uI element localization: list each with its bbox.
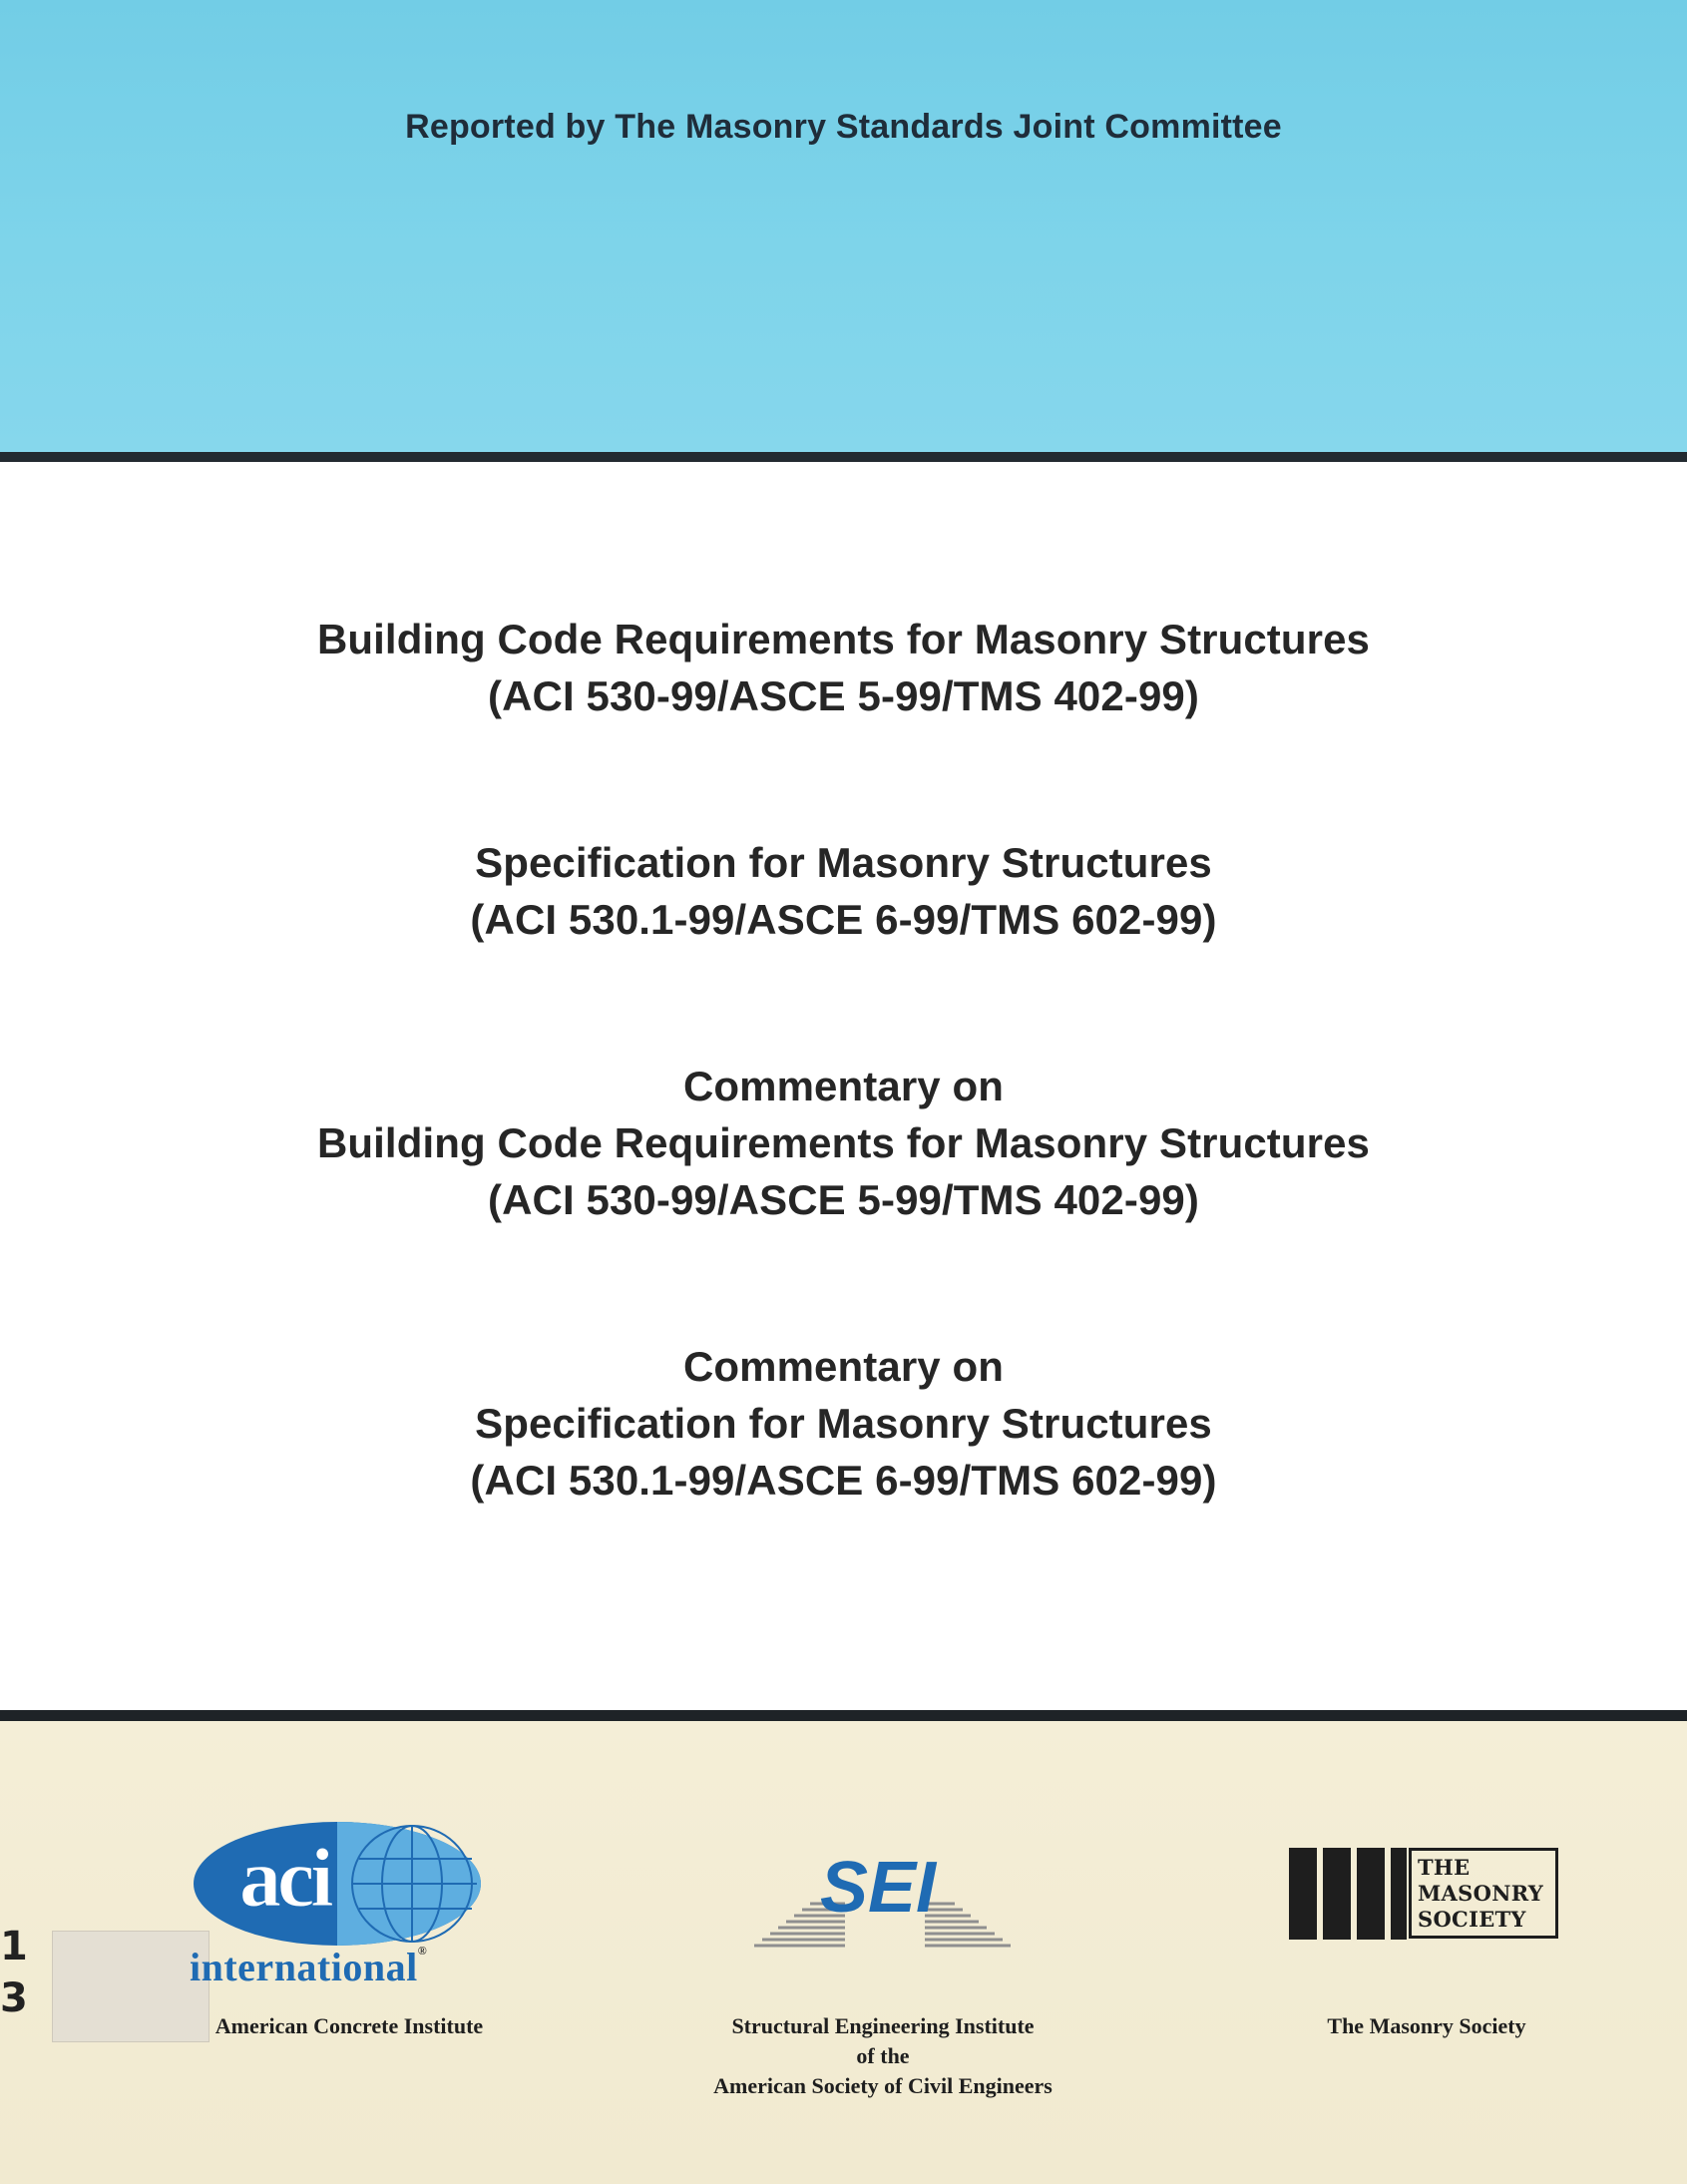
aci-caption xyxy=(150,2011,549,2041)
committee-heading: Reported by The Masonry Standards Joint Committee xyxy=(405,108,1282,146)
aci-logo-icon xyxy=(188,1814,492,1954)
registered-mark: ® xyxy=(417,1944,428,1958)
title-line: Building Code Requirements for Masonry Structures xyxy=(316,616,1371,662)
sei-caption-line: Structural Engineering Institute xyxy=(731,2013,1035,2038)
title-line: Commentary on xyxy=(682,1063,1005,1109)
title-block-building-code xyxy=(0,611,1687,724)
tms-wordmark-line: THE xyxy=(1418,1855,1471,1880)
title-line: Commentary on xyxy=(682,1343,1005,1390)
title-block-commentary-specification xyxy=(0,1338,1687,1509)
title-line: Specification for Masonry Structures xyxy=(475,1400,1212,1447)
titles-section xyxy=(0,611,1687,1618)
sei-logo-text: SEI xyxy=(820,1848,937,1928)
title-line: (ACI 530-99/ASCE 5-99/TMS 402-99) xyxy=(488,1176,1199,1223)
sei-caption xyxy=(619,2011,1147,2101)
tms-wordmark xyxy=(1409,1848,1558,1939)
aci-logo-text: aci xyxy=(239,1832,330,1925)
tms-wordmark-line: SOCIETY xyxy=(1418,1907,1526,1932)
aci-international-text: international xyxy=(190,1945,418,1989)
title-line: (ACI 530.1-99/ASCE 6-99/TMS 602-99) xyxy=(470,1457,1217,1504)
bottom-divider xyxy=(0,1710,1687,1721)
title-block-specification xyxy=(0,834,1687,948)
top-divider xyxy=(0,452,1687,462)
tms-caption xyxy=(1257,2011,1596,2041)
tms-caption-text: The Masonry Society xyxy=(1327,2013,1526,2038)
title-line: Building Code Requirements for Masonry Structures xyxy=(316,1119,1371,1166)
title-line: (ACI 530-99/ASCE 5-99/TMS 402-99) xyxy=(488,672,1199,719)
edge-marks xyxy=(0,1921,28,2080)
edge-mark: 3 xyxy=(0,1975,28,2021)
sei-logo-icon xyxy=(750,1844,1020,1954)
aci-caption-text: American Concrete Institute xyxy=(214,2013,484,2038)
sei-caption-line: American Society of Civil Engineers xyxy=(713,2073,1053,2098)
title-line: Specification for Masonry Structures xyxy=(475,839,1212,886)
title-line: (ACI 530.1-99/ASCE 6-99/TMS 602-99) xyxy=(470,896,1217,943)
title-block-commentary-building-code xyxy=(0,1058,1687,1228)
edge-mark: 1 xyxy=(0,1924,28,1969)
tms-bars-icon xyxy=(1287,1848,1407,1943)
aci-international-wordmark xyxy=(190,1944,427,1990)
sei-caption-line: of the xyxy=(856,2043,910,2068)
top-band xyxy=(0,0,1687,452)
tms-wordmark-line: MASONRY xyxy=(1418,1881,1544,1906)
